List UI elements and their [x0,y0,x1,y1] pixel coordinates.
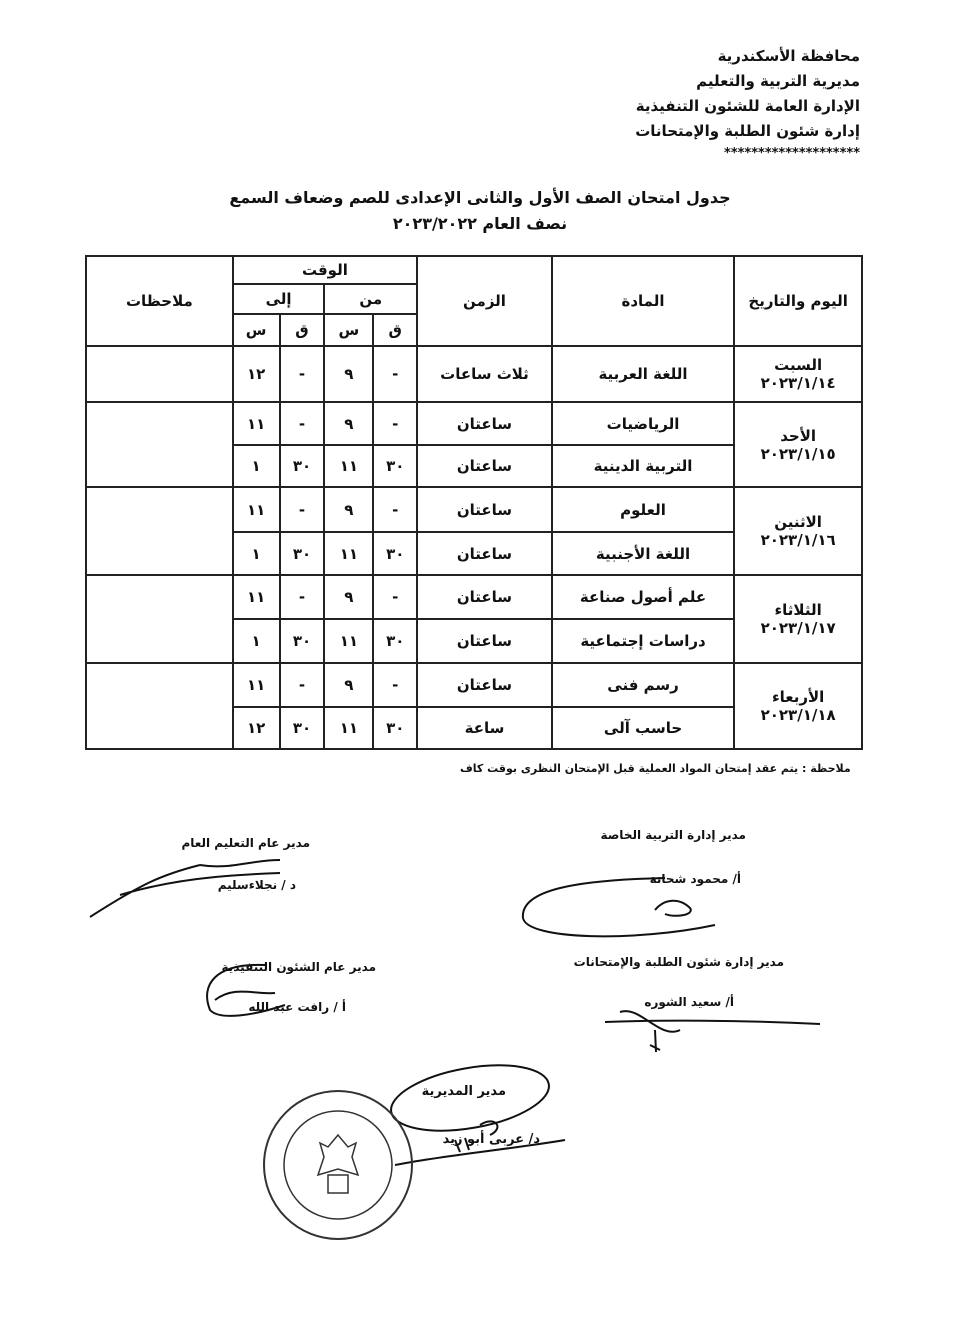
from-q-cell: - [373,575,417,619]
to-q-cell: - [280,346,325,402]
header-to: إلى [233,284,325,314]
from-s-cell: ١١ [324,707,373,749]
to-s-cell: ١١ [233,402,280,445]
exec-name: أ / رافت عبد الله [248,1000,346,1014]
header-line-general-admin: الإدارة العامة للشئون التنفيذية [635,97,860,115]
subject-cell: دراسات إجتماعية [552,619,734,663]
to-q-cell: - [280,663,325,707]
duration-cell: ساعتان [417,663,552,707]
from-q-cell: - [373,402,417,445]
directorate-title: مدير المديرية [421,1084,506,1099]
from-s-cell: ١١ [324,445,373,487]
from-s-cell: ٩ [324,402,373,445]
subject-cell: رسم فنى [552,663,734,707]
notes-cell [86,487,233,575]
to-q-cell: ٣٠ [280,707,325,749]
title-line-2: نصف العام ٢٠٢٣/٢٠٢٢ [392,214,568,233]
day-cell: الاثنين ٢٠٢٣/١/١٦ [734,487,862,575]
table-row [86,346,862,402]
header-notes: ملاحظات [86,256,233,346]
header-time: الوقت [233,256,417,284]
notes-cell [86,575,233,663]
duration-cell: ساعتان [417,619,552,663]
notes-cell [86,663,233,749]
to-q-cell: - [280,487,325,532]
from-q-cell: - [373,346,417,402]
signature-gen-edu [80,845,300,925]
to-q-cell: ٣٠ [280,619,325,663]
to-s-cell: ١١ [233,487,280,532]
duration-cell: ساعتان [417,487,552,532]
subject-cell: اللغة الأجنبية [552,532,734,575]
to-s-cell: ١ [233,445,280,487]
title-line-1: جدول امتحان الصف الأول والثانى الإعدادى للصم وضعاف السمع [229,188,731,207]
table-row [86,663,862,707]
header-line-directorate: مديرية التربية والتعليم [696,72,860,90]
exec-title: مدير عام الشئون التنفيذية [221,960,376,974]
subject-cell: علم أصول صناعة [552,575,734,619]
special-ed-title: مدير إدارة التربية الخاصة [600,828,746,842]
subject-cell: اللغة العربية [552,346,734,402]
signature-students [600,1000,830,1060]
directorate-name: د/ عربى أبو زيد [442,1132,540,1147]
special-ed-name: أ/ محمود شحاتة [649,872,741,886]
from-s-cell: ١١ [324,532,373,575]
duration-cell: ساعتان [417,445,552,487]
from-s-cell: ٩ [324,346,373,402]
duration-cell: ثلاث ساعات [417,346,552,402]
header-from-s: س [324,314,373,346]
duration-cell: ساعتان [417,532,552,575]
to-q-cell: ٣٠ [280,445,325,487]
day-cell: الأحد ٢٠٢٣/١/١٥ [734,402,862,487]
header-subject: المادة [552,256,734,346]
subject-cell: العلوم [552,487,734,532]
duration-cell: ساعتان [417,402,552,445]
duration-cell: ساعتان [417,575,552,619]
to-s-cell: ١ [233,619,280,663]
header-stars: ******************** [724,146,860,161]
table-row [86,575,862,619]
header-line-admin: إدارة شئون الطلبة والإمتحانات [635,122,860,140]
signature-exec [195,955,325,1025]
from-q-cell: ٣٠ [373,619,417,663]
header-from-q: ق [373,314,417,346]
subject-cell: التربية الدينية [552,445,734,487]
subject-cell: الرياضيات [552,402,734,445]
from-q-cell: ٣٠ [373,707,417,749]
header-duration: الزمن [417,256,552,346]
document-title [200,185,760,237]
students-name: أ/ سعيد الشوره [644,995,734,1009]
subject-cell: حاسب آلى [552,707,734,749]
signature-special-ed [515,870,735,945]
from-s-cell: ٩ [324,663,373,707]
schedule-note: ملاحظة : يتم عقد إمتحان المواد العملية قبل الإمتحان النظرى بوقت كاف [460,762,851,775]
from-s-cell: ٩ [324,575,373,619]
gen-edu-title: مدير عام التعليم العام [181,836,310,850]
to-s-cell: ١٢ [233,707,280,749]
header-to-s: س [233,314,280,346]
from-q-cell: - [373,663,417,707]
to-s-cell: ١ [233,532,280,575]
header-day-date: اليوم والتاريخ [734,256,862,346]
document-header [635,44,860,164]
gen-edu-name: د / نجلاءسليم [217,878,296,892]
to-s-cell: ١١ [233,575,280,619]
to-q-cell: ٣٠ [280,532,325,575]
from-s-cell: ١١ [324,619,373,663]
to-q-cell: - [280,575,325,619]
notes-cell [86,346,233,402]
to-s-cell: ١٢ [233,346,280,402]
day-cell: الثلاثاء ٢٠٢٣/١/١٧ [734,575,862,663]
from-q-cell: ٣٠ [373,532,417,575]
to-q-cell: - [280,402,325,445]
table-row [86,402,862,445]
official-stamp [258,1085,418,1245]
from-q-cell: ٣٠ [373,445,417,487]
exam-schedule-table [85,255,863,750]
students-title: مدير إدارة شئون الطلبة والإمتحانات [573,955,784,969]
day-cell: الأربعاء ٢٠٢٣/١/١٨ [734,663,862,749]
duration-cell: ساعة [417,707,552,749]
from-s-cell: ٩ [324,487,373,532]
table-row [86,487,862,532]
header-to-q: ق [280,314,325,346]
notes-cell [86,402,233,487]
to-s-cell: ١١ [233,663,280,707]
header-line-governorate: محافظة الأسكندرية [717,47,860,65]
from-q-cell: - [373,487,417,532]
header-from: من [324,284,417,314]
day-cell: السبت ٢٠٢٣/١/١٤ [734,346,862,402]
